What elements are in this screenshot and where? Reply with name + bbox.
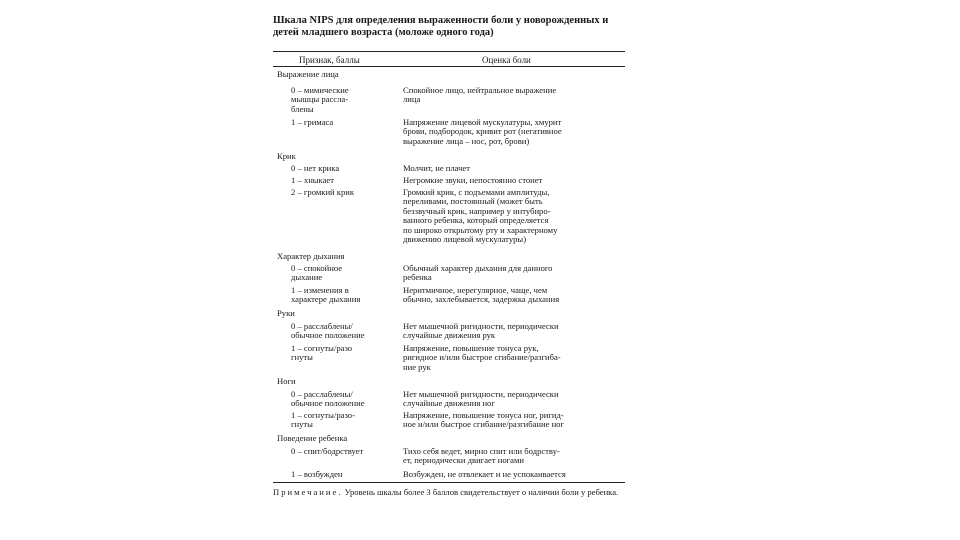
level-legs-1: 1 – согнуты/разо- гнуты (291, 410, 355, 430)
level-face-0: 0 – мимические мышцы рассла- блены (291, 85, 349, 114)
category-behavior: Поведение ребенка (277, 433, 348, 443)
level-face-1: 1 – гримаса (291, 117, 334, 127)
level-cry-0: 0 – нет крика (291, 163, 340, 173)
desc-face-1: Напряжение лицевой мускулатуры, хмурит брови, подбородок, кривит рот (негативное выражение лица – нос, рот, брови) (403, 117, 562, 146)
category-legs: Ноги (277, 376, 296, 386)
desc-breathing-0: Обычный характер дыхания для данного ребенка (403, 263, 553, 283)
desc-behavior-0: Тихо себя ведет, мирно спит или бодрству- ет, периодически двигает ногами (403, 446, 560, 466)
footnote-text: Уровень шкалы более 3 баллов свидетельствует о наличии боли у ребенка. (344, 487, 619, 497)
table-bottom-rule (273, 482, 625, 483)
column-header-indicator: Признак, баллы (299, 55, 360, 65)
level-legs-0: 0 – расслаблены/ обычное положение (291, 389, 365, 409)
level-behavior-0: 0 – спит/бодрствует (291, 446, 364, 456)
desc-breathing-1: Неритмичное, нерегулярное, чаще, чем обычно, захлебывается, задержка дыхания (403, 285, 560, 305)
desc-behavior-1: Возбужден, не отвлекает и не успокаивается (403, 469, 566, 479)
desc-legs-1: Напряжение, повышение тонуса ног, ригид- ное и/или быстрое сгибание/разгибание ног (403, 410, 564, 430)
document-title: Шкала NIPS для определения выраженности боли у новорожденных и детей младшего возраста (моложе одного года) (273, 15, 609, 38)
level-arms-1: 1 – согнуты/разо гнуты (291, 343, 353, 363)
header-bottom-rule (273, 66, 625, 67)
level-cry-2: 2 – громкий крик (291, 187, 355, 197)
footnote (273, 487, 625, 497)
level-arms-0: 0 – расслаблены/ обычное положение (291, 321, 365, 341)
column-header-assessment: Оценка боли (482, 55, 531, 65)
category-arms: Руки (277, 308, 295, 318)
desc-cry-1: Негромкие звуки, непостоянно стонет (403, 175, 543, 185)
category-cry: Крик (277, 151, 296, 161)
category-facial-expression: Выражение лица (277, 69, 339, 79)
footnote-label: Примечание. (273, 487, 343, 497)
table-top-rule (273, 51, 625, 52)
level-cry-1: 1 – хныкает (291, 175, 334, 185)
level-breathing-0: 0 – спокойное дыхание (291, 263, 343, 283)
desc-cry-0: Молчит, не плачет (403, 163, 471, 173)
category-breathing: Характер дыхания (277, 251, 345, 261)
desc-arms-1: Напряжение, повышение тонуса рук, ригидное и/или быстрое сгибание/разгиба- ние рук (403, 343, 561, 372)
desc-face-0: Спокойное лицо, нейтральное выражение лица (403, 85, 557, 105)
level-breathing-1: 1 – изменения в характере дыхания (291, 285, 361, 305)
desc-legs-0: Нет мышечной ригидности, периодически случайные движения ног (403, 389, 559, 409)
desc-cry-2: Громкий крик, с подъемами амплитуды, переливами, постоянный (может быть беззвучный крик, например у интубиро- ванного ребенка, который определяется по широко открытому рту и характерному движению лицевой мускулатуры) (403, 187, 558, 245)
level-behavior-1: 1 – возбужден (291, 469, 343, 479)
desc-arms-0: Нет мышечной ригидности, периодически случайные движения рук (403, 321, 559, 341)
